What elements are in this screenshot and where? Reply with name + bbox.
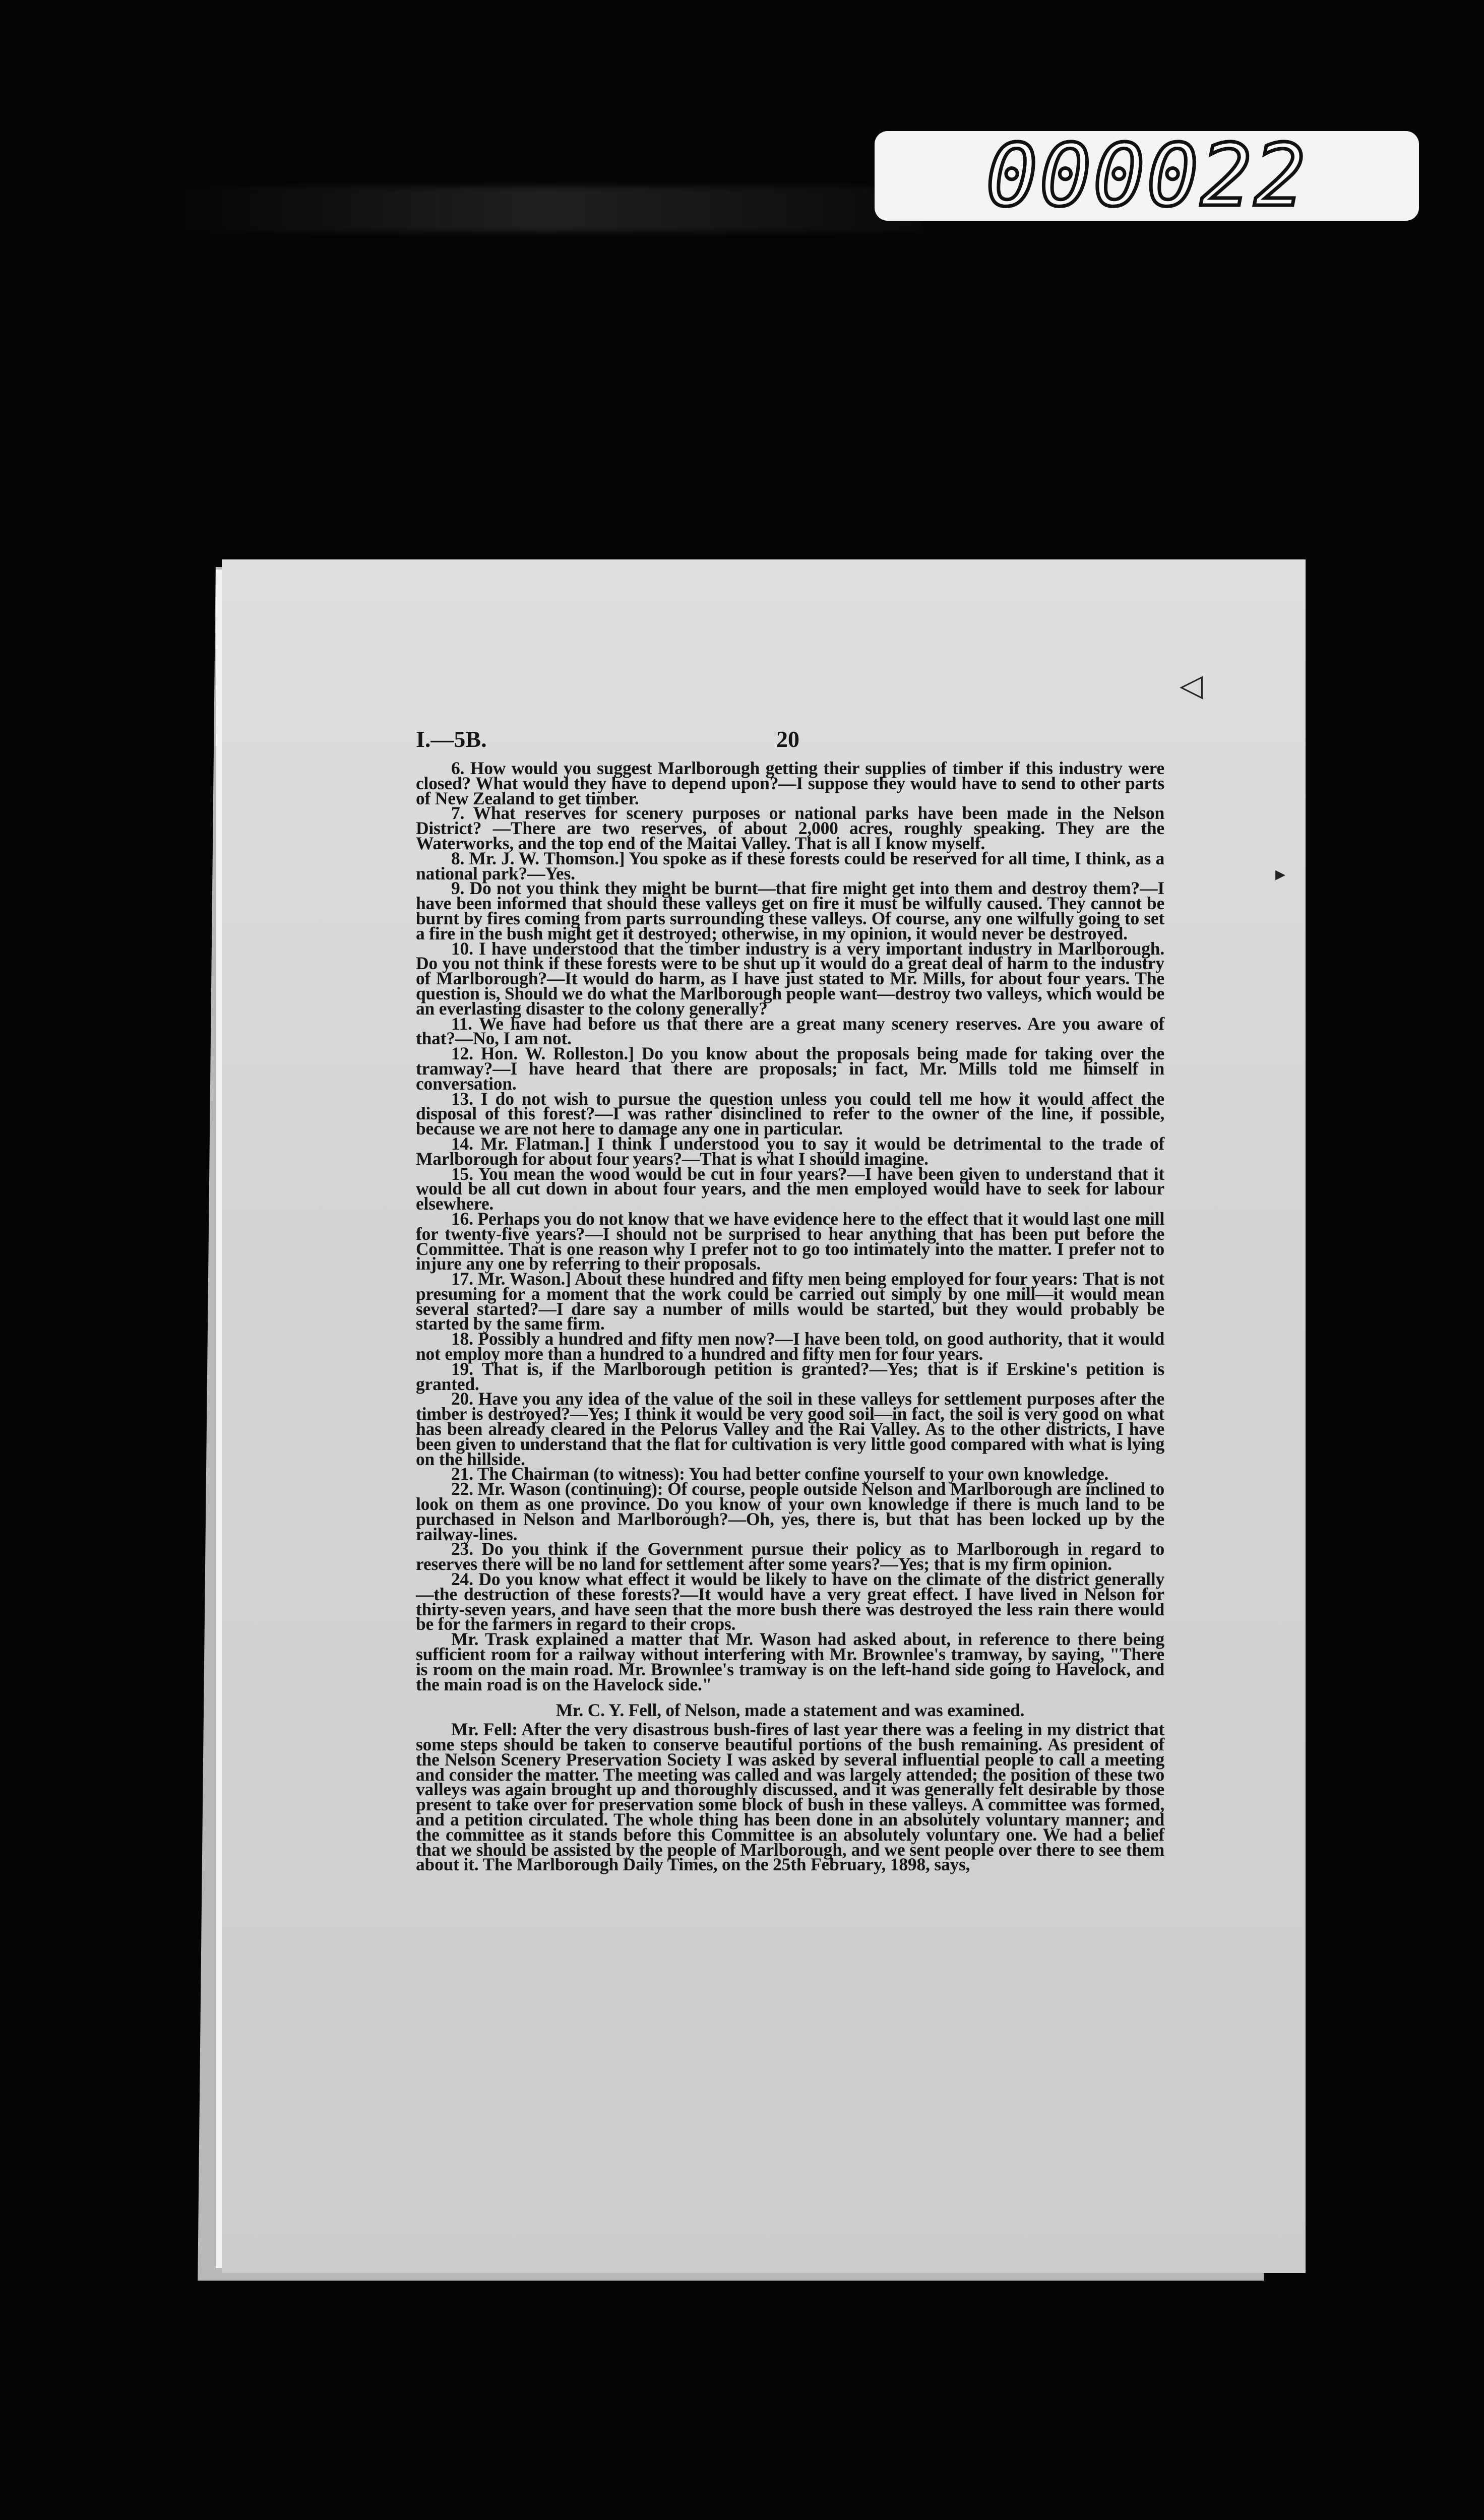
paragraph: 6. How would you suggest Marlborough getting their supplies of timber if this industry were closed? What would they have to depend upon?—I suppose they would have to send to other parts of New Zealand to get timber. <box>416 758 1164 808</box>
paragraph: 18. Possibly a hundred and fifty men now?—I have been told, on good authority, that it would not employ more than a hundred to a hundred and fifty men for four years. <box>416 1329 1164 1364</box>
paragraph: 10. I have understood that the timber industry is a very important industry in Marlborough. Do you not think if these forests were to be shut up it would do a great deal of harm to the industry of Marlborough?—It would do harm, as I have just stated to Mr. Mills, for about four years. The question is, Should we do what the Marlborough people want—destroy two valleys, which would be an everlasting disaster to the colony generally? <box>416 938 1164 1019</box>
paragraph: 15. You mean the wood would be cut in four years?—I have been given to understand that it would be all cut down in about four years, and the men employed would have to seek for labour elsewhere. <box>416 1163 1164 1214</box>
paragraph: 9. Do not you think they might be burnt—that fire might get into them and destroy them?—I have been informed that should these valleys get on fire it must be wilfully caused. They cannot be burnt by fires coming from parts surrounding these valleys. Of course, any one wilfully going to set a fire in the bush might get it destroyed; otherwise, in my opinion, it would never be destroyed. <box>416 878 1164 943</box>
pen-mark: ▸ <box>1275 862 1286 885</box>
paragraph: 17. Mr. Wason.] About these hundred and fifty men being employed for four years: That is not presuming for a moment that the work could be carried out simply by one mill—it would mean several started?—I dare say a number of mills would be started, but they would probably be started by the same firm. <box>416 1269 1164 1334</box>
frame-counter: 000022 <box>875 131 1419 221</box>
paragraph: 14. Mr. Flatman.] I think I understood you to say it would be detrimental to the trade of Marlborough for about four years?—That is what I should imagine. <box>416 1133 1164 1169</box>
pen-mark: ◁ <box>1180 669 1203 702</box>
paragraph: 16. Perhaps you do not know that we have evidence here to the effect that it would last one mill for twenty-five years?—I should not be surprised to hear anything that has been put before the Committee. That is one reason why I prefer not to go too intimately into the matter. I prefer not to injure any one by referring to their proposals. <box>416 1208 1164 1274</box>
document-code: I.—5B. <box>416 726 487 752</box>
paragraph: 24. Do you know what effect it would be likely to have on the climate of the district generally —the destruction of these forests?—It would have a very great effect. I have lived in Nelson for thirty-seven years, and have seen that the more bush there was destroyed the less rain there would be for the farmers in regard to their crops. <box>416 1569 1164 1634</box>
paragraph: 22. Mr. Wason (continuing): Of course, people outside Nelson and Marlborough are inclined to look on them as one province. Do you know of your own knowledge if there is much land to be purchased in Nelson and Marlborough?—Oh, yes, there is, but that has been locked up by the railway-lines. <box>416 1479 1164 1544</box>
paragraph: 12. Hon. W. Rolleston.] Do you know about the proposals being made for taking over the tramway?—I have heard that there are proposals; in fact, Mr. Mills told me himself in conversation. <box>416 1043 1164 1094</box>
paragraph: 23. Do you think if the Government pursue their policy as to Marlborough in regard to reserves there will be no land for settlement after some years?—Yes; that is my firm opinion. <box>416 1539 1164 1574</box>
page-header <box>416 726 1154 761</box>
bleed-through-shadow <box>166 186 922 232</box>
page-number: 20 <box>776 726 799 752</box>
document-page <box>222 559 1306 2273</box>
paragraph: Mr. Fell: After the very disastrous bush-fires of last year there was a feeling in my district that some steps should be taken to conserve beautiful portions of the bush remaining. As president of the Nelson Scenery Preservation Society I was asked by several influential people to call a meeting and consider the matter. The meeting was called and was largely attended; the position of these two valleys was again brought up and thoroughly discussed, and it was generally felt desirable by those present to take over for preservation some block of bush in these valleys. A committee was formed, and a petition circulated. The whole thing has been done in an absolutely voluntary manner; and the committee as it stands before this Committee is an absolutely voluntary one. We had a belief that we should be assisted by the people of Marlborough, and we sent people over there to see them about it. The Marlborough Daily Times, on the 25th February, 1898, says, <box>416 1719 1164 1875</box>
paragraph: 19. That is, if the Marlborough petition is granted?—Yes; that is if Erskine's petition is granted. <box>416 1358 1164 1394</box>
section-heading: Mr. C. Y. Fell, of Nelson, made a statement and was examined. <box>555 1700 1025 1721</box>
paragraph: 13. I do not wish to pursue the question unless you could tell me how it would affect the disposal of this forest?—I was rather disinclined to refer to the owner of the line, if possible, because we are not here to damage any one in particular. <box>416 1088 1164 1139</box>
paragraph: 20. Have you any idea of the value of the soil in these valleys for settlement purposes after the timber is destroyed?—Yes; I think it would be very good soil—in fact, the soil is very good on what has been already cleared in the Pelorus Valley and the Rai Valley. As to the other districts, I have been given to understand that the flat for cultivation is very little good compared with what is lying on the hillside. <box>416 1389 1164 1469</box>
paragraph: 21. The Chairman (to witness): You had better confine yourself to your own knowledge. <box>451 1464 1109 1484</box>
paragraph: 7. What reserves for scenery purposes or national parks have been made in the Nelson District? —There are two reserves, of about 2,000 acres, roughly speaking. They are the Waterworks, and the top end of the Maitai Valley. That is all I know myself. <box>416 803 1164 853</box>
paragraph: 11. We have had before us that there are a great many scenery reserves. Are you aware of that?—No, I am not. <box>416 1013 1164 1049</box>
paragraph: Mr. Trask explained a matter that Mr. Wason had asked about, in reference to there being sufficient room for a railway without interfering with Mr. Brownlee's tramway, by saying, "There is room on the main road. Mr. Brownlee's tramway is on the left-hand side going to Havelock, and the main road is on the Havelock side." <box>416 1629 1164 1694</box>
page-body <box>416 758 1164 1875</box>
paragraph: 8. Mr. J. W. Thomson.] You spoke as if these forests could be reserved for all time, I think, as a national park?—Yes. <box>416 848 1164 884</box>
